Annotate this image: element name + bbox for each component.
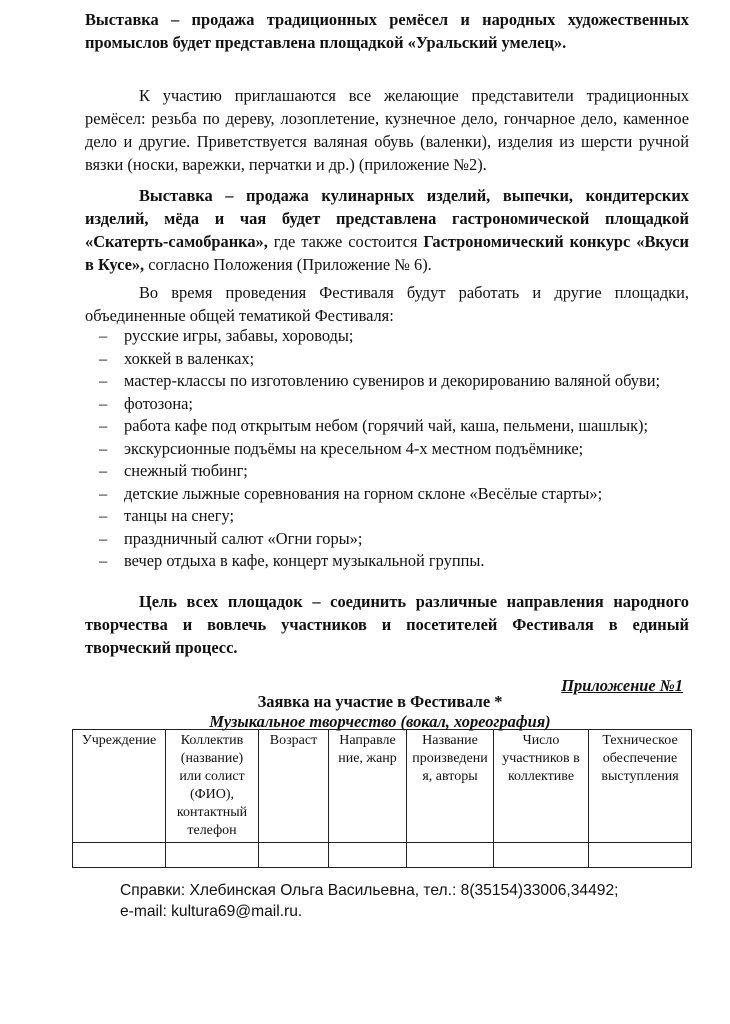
table-cell <box>494 843 589 868</box>
paragraph-goal: Цель всех площадок – соединить различные направления народного творчества и вовлечь участников и посетителей Фестиваля в единый творческий процесс. <box>85 592 689 657</box>
form-title: Заявка на участие в Фестивале * <box>257 692 503 711</box>
table-cell <box>589 843 692 868</box>
table-cell <box>259 843 329 868</box>
gastronomic-contest-name: Гастрономический конкурс «Вкуси в Кусе», <box>85 232 689 274</box>
list-item: – снежный тюбинг; <box>99 460 691 483</box>
culinary-exhibition-end: согласно Положения (Приложение № 6). <box>144 255 432 274</box>
list-item: – хоккей в валенках; <box>99 348 691 371</box>
table-header-row <box>73 730 692 843</box>
paragraph-crafts-exhibition: Выставка – продажа традиционных ремёсел и народных художественных промыслов будет представлена площадкой «Уральский умелец». <box>85 10 689 52</box>
table-cell <box>73 843 166 868</box>
application-form-table <box>72 729 692 868</box>
paragraph-culinary-exhibition <box>85 184 689 276</box>
column-header: Техническое обеспечение выступления <box>589 730 692 843</box>
list-item: – мастер-классы по изготовлению сувениров и декорированию валяной обуви; <box>99 370 691 393</box>
column-header: Число участников в коллективе <box>494 730 589 843</box>
column-header: Направле ние, жанр <box>329 730 407 843</box>
email-line: e-mail: kultura69@mail.ru. <box>120 903 303 920</box>
paragraph-other-venues: Во время проведения Фестиваля будут работать и другие площадки, объединенные общей тематикой Фестиваля: <box>85 283 689 325</box>
list-item: – русские игры, забавы, хороводы; <box>99 325 691 348</box>
column-header: Коллектив (название) или солист (ФИО), контактный телефон <box>166 730 259 843</box>
list-item: – праздничный салют «Огни горы»; <box>99 528 691 551</box>
contact-line: Справки: Хлебинская Ольга Васильевна, тел.: 8(35154)33006,34492; <box>120 882 619 899</box>
table-cell <box>329 843 407 868</box>
table-cell <box>166 843 259 868</box>
list-item: – фотозона; <box>99 393 691 416</box>
venues-list <box>99 325 691 573</box>
column-header: Учреждение <box>73 730 166 843</box>
table-cell <box>407 843 494 868</box>
list-item: – работа кафе под открытым небом (горячий чай, каша, пельмени, шашлык); <box>99 415 691 438</box>
appendix-label: Приложение №1 <box>561 676 683 695</box>
column-header: Название произведени я, авторы <box>407 730 494 843</box>
list-item: – вечер отдыха в кафе, концерт музыкальной группы. <box>99 550 691 573</box>
table-row <box>73 843 692 868</box>
culinary-exhibition-mid: где также состоится <box>267 232 424 251</box>
footer-contacts <box>120 880 618 922</box>
list-item: – детские лыжные соревнования на горном склоне «Весёлые старты»; <box>99 483 691 506</box>
form-subtitle: Музыкальное творчество (вокал, хореография) <box>209 712 551 731</box>
list-item: – экскурсионные подъёмы на кресельном 4-х местном подъёмнике; <box>99 438 691 461</box>
paragraph-crafts-participants: К участию приглашаются все желающие представители традиционных ремёсел: резьба по дереву, лозоплетение, кузнечное дело, гончарное дело, каменное дело и другие. Приветствуется валяная обувь (валенки), изделия из шерсти ручной вязки (носки, варежки, перчатки и др.) (приложение №2). <box>85 86 689 174</box>
list-item: – танцы на снегу; <box>99 505 691 528</box>
culinary-exhibition-bold: Выставка – продажа кулинарных изделий, выпечки, кондитерских изделий, мёда и чая будет представлена гастрономической площадкой «Скатерть-самобранка», <box>85 186 689 251</box>
column-header: Возраст <box>259 730 329 843</box>
